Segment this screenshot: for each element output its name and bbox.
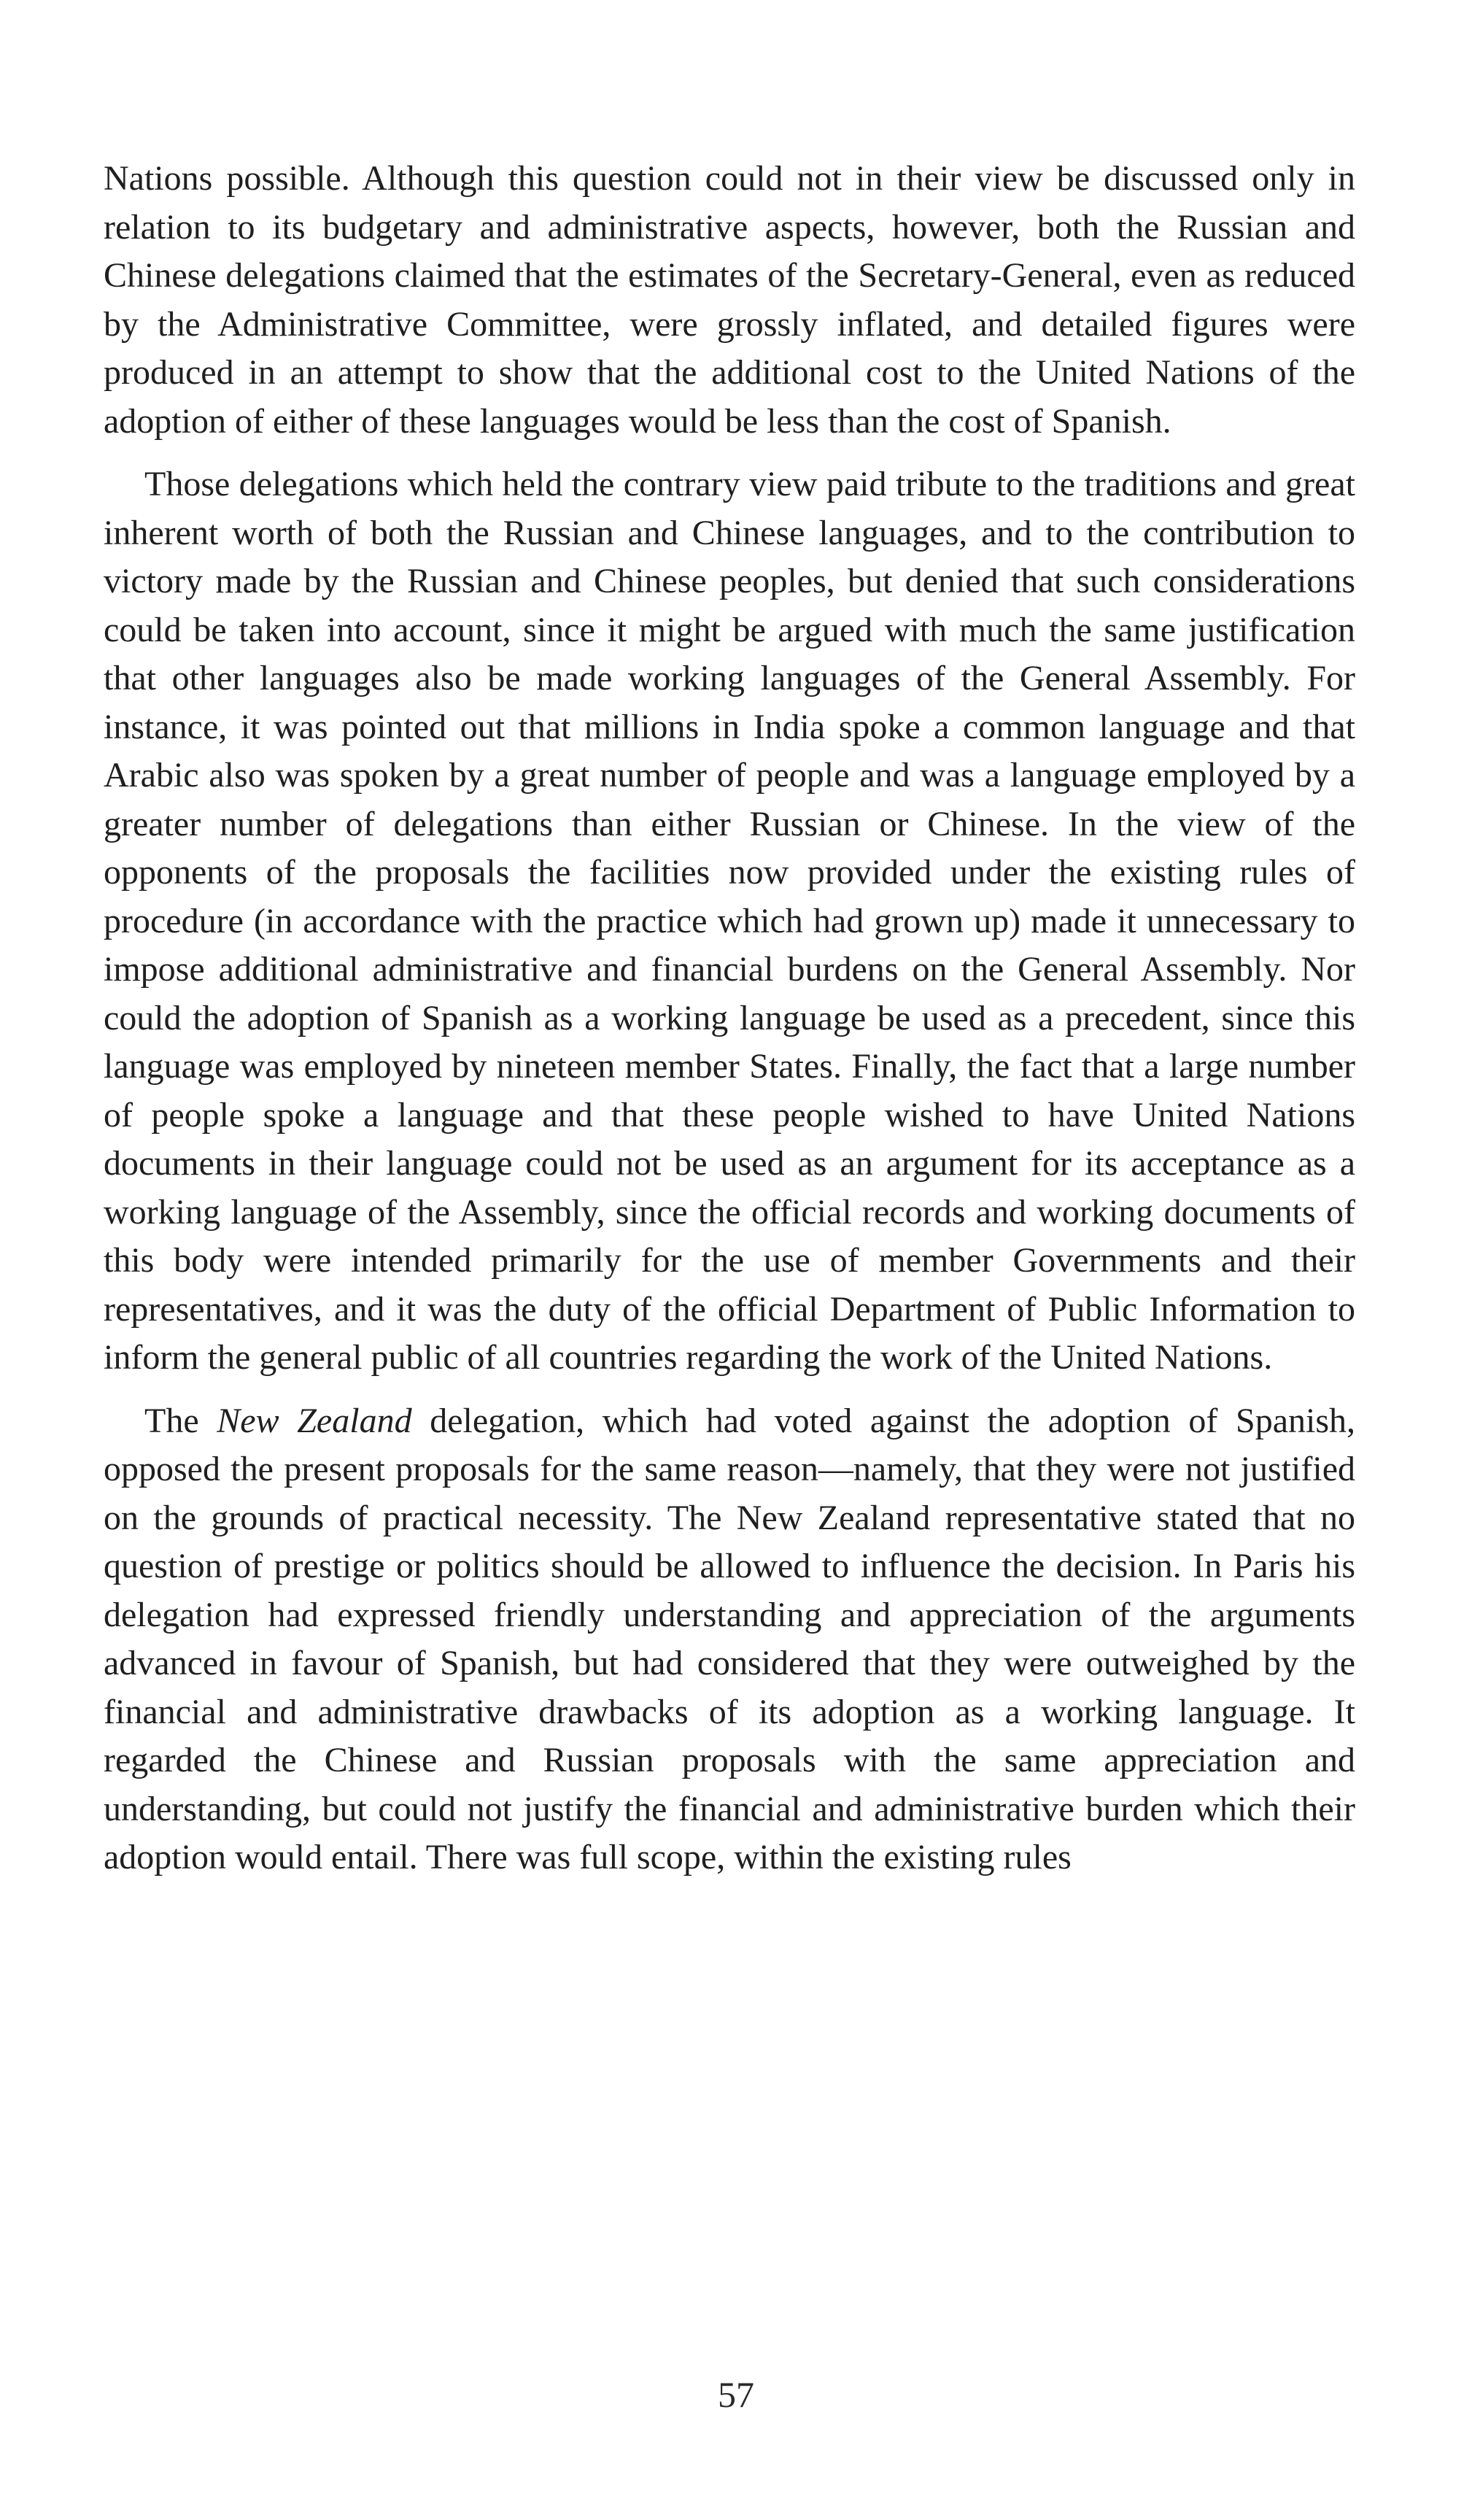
paragraph-body: delegation, which had voted against the adoption of Spanish, opposed the present proposals for the same reason—namely, that they were not justified on the grounds of practical necessity. The New Zealand representative stated that no question of prestige or politics should be allowed to influence the decision. In Paris his delegation had expressed friendly understanding and appreciation of the arguments advanced in favour of Spanish, but had considered that they were outweighed by the financial and administrative drawbacks of its adoption as a working language. It regarded the Chinese and Russian proposals with the same appreciation and understanding, but could not justify the financial and administrative burden which their adoption would entail. There was full scope, within the existing rules (104, 1401, 1356, 1877)
paragraph-opposing-delegations: Those delegations which held the contrary view paid tribute to the traditions and great inherent worth of both the Russian and Chinese languages, and to the contribution to victory made by the Russian and Chinese peoples, but denied that such considerations could be taken into account, since it might be argued with much the same justification that other languages also be made working languages of the General Assembly. For instance, it was pointed out that millions in India spoke a common language and that Arabic also was spoken by a great number of people and was a language employed by a greater number of delegations than either Russian or Chinese. In the view of the opponents of the proposals the facilities now provided under the existing rules of procedure (in accordance with the practice which had grown up) made it unnecessary to impose additional administrative and financial burdens on the General Assembly. Nor could the adoption of Spanish as a working language be used as a precedent, since this language was employed by nineteen member States. Finally, the fact that a large number of people spoke a language and that these people wished to have United Nations documents in their language could not be used as an argument for its acceptance as a working language of the Assembly, since the official records and working documents of this body were intended primarily for the use of member Governments and their representatives, and it was the duty of the official Department of Public Information to inform the general public of all countries regarding the work of the United Nations. (104, 465, 1355, 1377)
paragraph-continuation: Nations possible. Although this question could not in their view be discussed only in relation to its budgetary and administrative aspects, however, both the Russian and Chinese delegations claimed that the estimates of the Secretary-General, even as reduced by the Administrative Committee, were grossly inflated, and detailed figures were produced in an attempt to show that the additional cost to the United Nations of the adoption of either of these languages would be less than the cost of Spanish. (104, 159, 1355, 441)
body-text (104, 155, 1355, 1882)
page-number: 57 (718, 2374, 754, 2415)
paragraph-new-zealand (104, 1397, 1355, 1882)
country-name-italic: New Zealand (217, 1401, 412, 1440)
paragraph-lead: The (144, 1401, 217, 1440)
